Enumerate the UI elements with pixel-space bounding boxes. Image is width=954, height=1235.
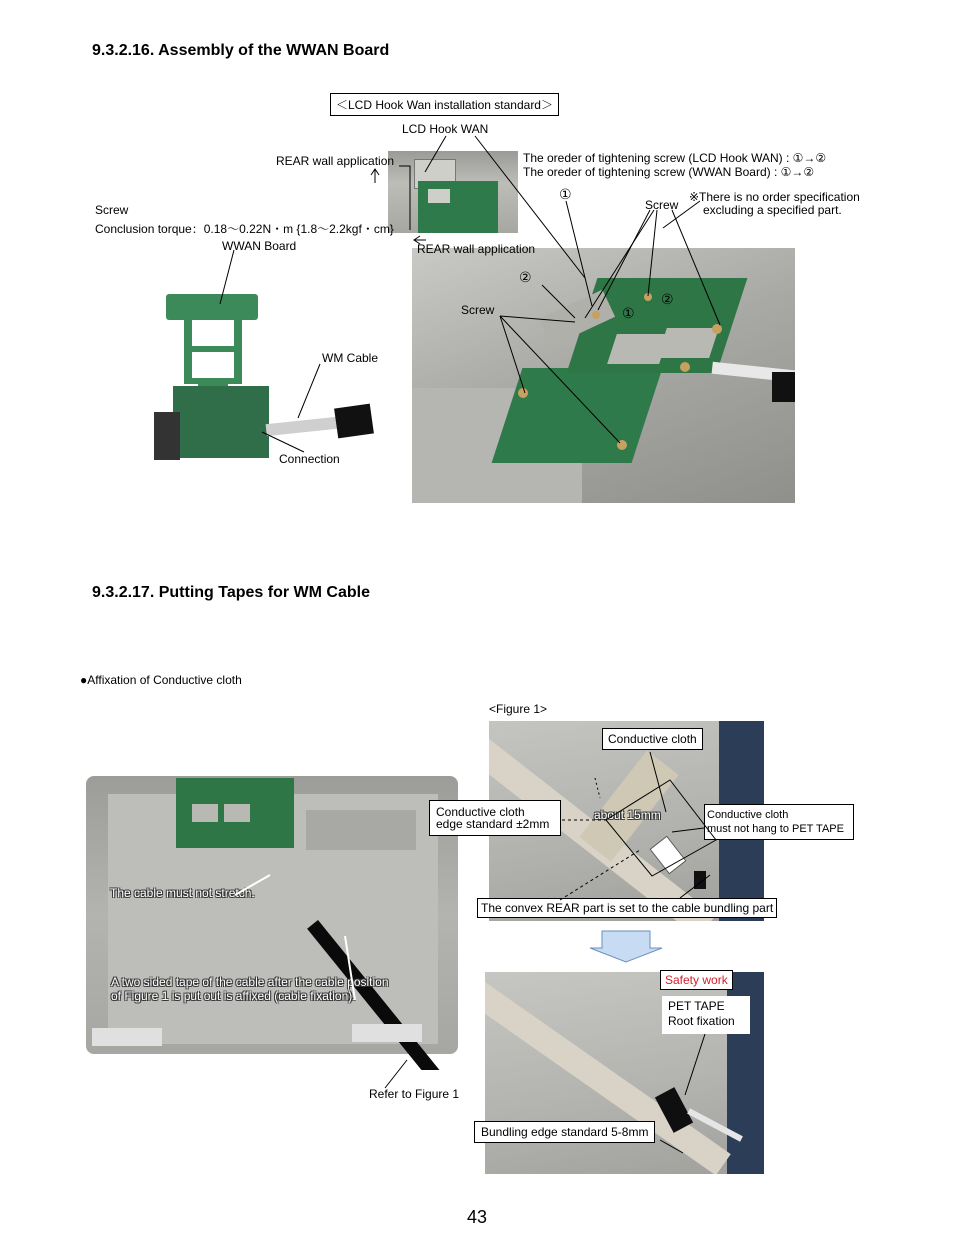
safety-work-box: Safety work bbox=[660, 970, 733, 990]
note-line-2: excluding a specified part. bbox=[703, 203, 842, 217]
bundling-edge-box: Bundling edge standard 5-8mm bbox=[474, 1121, 655, 1143]
marker-2-board: ② bbox=[661, 291, 674, 307]
screw-left-label: Screw bbox=[95, 203, 129, 217]
must-not-hang-line2: must not hang to PET TAPE bbox=[707, 823, 844, 835]
rear-wall-top-label: REAR wall application bbox=[276, 154, 395, 168]
two-sided-tape-line2: of Figure 1 is put out is affixed (cable fixation). bbox=[111, 989, 356, 1003]
screw-mid-label: Screw bbox=[461, 303, 495, 317]
lcd-hook-wan-label: LCD Hook WAN bbox=[402, 122, 489, 136]
edge-standard-line1: Conductive cloth bbox=[436, 805, 525, 819]
torque-label: Conclusion torque：0.18～0.22N・m {1.8～2.2kgf・cm} bbox=[95, 222, 394, 236]
wm-cable-label: WM Cable bbox=[322, 351, 379, 365]
screw-right-label: Screw bbox=[645, 198, 679, 212]
marker-1-board: ① bbox=[622, 305, 635, 321]
page-number: 43 bbox=[467, 1207, 488, 1227]
rear-wall-bottom-label: REAR wall application bbox=[417, 242, 536, 256]
edge-standard-line2: edge standard ±2mm bbox=[436, 817, 550, 831]
affixation-heading: ●Affixation of Conductive cloth bbox=[80, 673, 242, 687]
order-line-1: The oreder of tightening screw (LCD Hook WAN) : ①→② bbox=[523, 151, 827, 165]
wwan-board-label: WWAN Board bbox=[222, 239, 297, 253]
about-15mm-label: about 15mm bbox=[594, 808, 661, 822]
marker-2-label: ② bbox=[519, 269, 532, 285]
must-not-hang-line1: Conductive cloth bbox=[707, 809, 789, 821]
section-heading-wwan-assembly: 9.3.2.16. Assembly of the WWAN Board bbox=[92, 42, 390, 59]
convex-rear-box: The convex REAR part is set to the cable bundling part bbox=[477, 898, 777, 918]
pet-tape-line2: Root fixation bbox=[668, 1014, 735, 1028]
connection-label: Connection bbox=[279, 452, 340, 466]
section-heading-putting-tapes: 9.3.2.17. Putting Tapes for WM Cable bbox=[92, 584, 370, 601]
note-line-1: ※There is no order specification bbox=[689, 190, 860, 204]
figure1-label: <Figure 1> bbox=[489, 702, 548, 716]
installation-standard-box: ＜LCD Hook Wan installation standard＞ bbox=[330, 93, 559, 116]
marker-1-label: ① bbox=[559, 186, 572, 202]
two-sided-tape-line1: A two sided tape of the cable after the cable position bbox=[111, 975, 389, 989]
conductive-cloth-box: Conductive cloth bbox=[602, 728, 703, 750]
pet-tape-line1: PET TAPE bbox=[668, 999, 725, 1013]
order-line-2: The oreder of tightening screw (WWAN Board) : ①→② bbox=[523, 165, 815, 179]
cable-stretch-label: The cable must not stretch. bbox=[110, 886, 255, 900]
refer-figure1-label: Refer to Figure 1 bbox=[369, 1087, 460, 1101]
